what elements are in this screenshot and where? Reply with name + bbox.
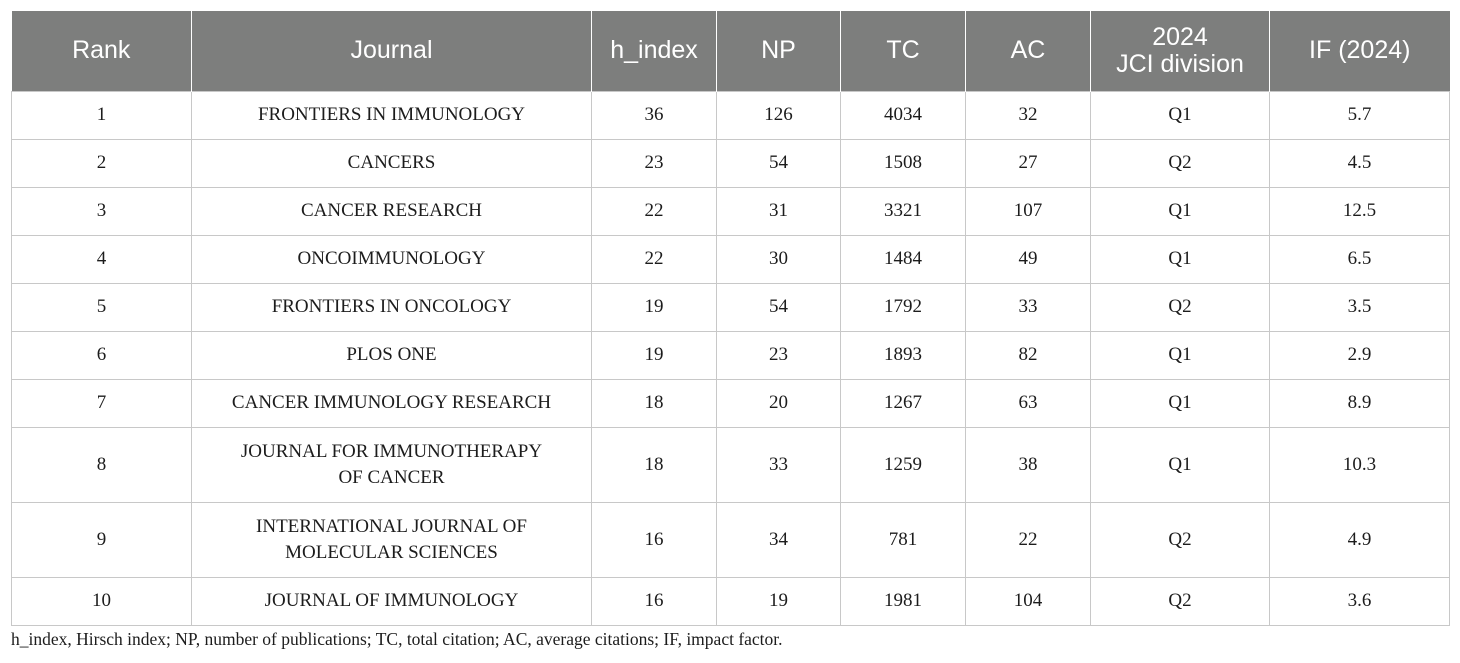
cell-h-index: 18 (592, 427, 717, 502)
cell-journal (192, 502, 592, 577)
cell-impact-factor: 6.5 (1270, 235, 1450, 283)
table-row (12, 379, 1450, 427)
cell-impact-factor: 3.6 (1270, 577, 1450, 625)
cell-journal: FRONTIERS IN IMMUNOLOGY (192, 91, 592, 139)
cell-journal (192, 427, 592, 502)
cell-ac: 104 (966, 577, 1091, 625)
table-row (12, 139, 1450, 187)
cell-journal: CANCERS (192, 139, 592, 187)
cell-impact-factor: 10.3 (1270, 427, 1450, 502)
cell-rank: 1 (12, 91, 192, 139)
header-jci-division-line2: JCI division (1116, 49, 1244, 78)
cell-impact-factor: 8.9 (1270, 379, 1450, 427)
cell-rank: 9 (12, 502, 192, 577)
cell-jci-division: Q2 (1091, 139, 1270, 187)
cell-h-index: 16 (592, 502, 717, 577)
table-row (12, 502, 1450, 577)
cell-np: 23 (717, 331, 841, 379)
table-row (12, 331, 1450, 379)
cell-jci-division: Q2 (1091, 502, 1270, 577)
cell-np: 19 (717, 577, 841, 625)
cell-rank: 7 (12, 379, 192, 427)
cell-tc: 4034 (841, 91, 966, 139)
cell-ac: 22 (966, 502, 1091, 577)
table-body (12, 91, 1450, 625)
cell-jci-division: Q1 (1091, 427, 1270, 502)
cell-tc: 1981 (841, 577, 966, 625)
table-row (12, 577, 1450, 625)
cell-np: 20 (717, 379, 841, 427)
cell-journal: ONCOIMMUNOLOGY (192, 235, 592, 283)
cell-jci-division: Q1 (1091, 235, 1270, 283)
header-journal: Journal (192, 11, 592, 91)
header-h-index: h_index (592, 11, 717, 91)
cell-jci-division: Q1 (1091, 187, 1270, 235)
cell-h-index: 18 (592, 379, 717, 427)
journal-name-line1: INTERNATIONAL JOURNAL OF (256, 515, 527, 537)
cell-rank: 8 (12, 427, 192, 502)
cell-jci-division: Q1 (1091, 379, 1270, 427)
cell-h-index: 19 (592, 283, 717, 331)
cell-np: 54 (717, 283, 841, 331)
cell-rank: 4 (12, 235, 192, 283)
cell-np: 30 (717, 235, 841, 283)
cell-h-index: 36 (592, 91, 717, 139)
table-row (12, 91, 1450, 139)
table-row (12, 283, 1450, 331)
cell-ac: 82 (966, 331, 1091, 379)
cell-tc: 1267 (841, 379, 966, 427)
cell-h-index: 22 (592, 187, 717, 235)
journal-name-line2: MOLECULAR SCIENCES (285, 541, 498, 563)
cell-rank: 3 (12, 187, 192, 235)
header-tc: TC (841, 11, 966, 91)
cell-journal: PLOS ONE (192, 331, 592, 379)
header-rank: Rank (12, 11, 192, 91)
cell-h-index: 22 (592, 235, 717, 283)
header-jci-division (1091, 11, 1270, 91)
header-row (12, 11, 1450, 91)
cell-ac: 32 (966, 91, 1091, 139)
cell-jci-division: Q1 (1091, 91, 1270, 139)
cell-np: 34 (717, 502, 841, 577)
cell-tc: 1484 (841, 235, 966, 283)
cell-rank: 6 (12, 331, 192, 379)
cell-tc: 3321 (841, 187, 966, 235)
cell-jci-division: Q2 (1091, 283, 1270, 331)
journal-name-line2: OF CANCER (338, 466, 445, 488)
cell-np: 33 (717, 427, 841, 502)
cell-impact-factor: 4.9 (1270, 502, 1450, 577)
cell-impact-factor: 5.7 (1270, 91, 1450, 139)
cell-impact-factor: 12.5 (1270, 187, 1450, 235)
header-jci-division-line1: 2024 (1152, 22, 1208, 51)
cell-tc: 1893 (841, 331, 966, 379)
cell-jci-division: Q1 (1091, 331, 1270, 379)
cell-h-index: 23 (592, 139, 717, 187)
cell-ac: 27 (966, 139, 1091, 187)
cell-ac: 107 (966, 187, 1091, 235)
journal-ranking-table (11, 11, 1450, 626)
cell-np: 54 (717, 139, 841, 187)
table-footnote: h_index, Hirsch index; NP, number of publications; TC, total citation; AC, average citations; IF, impact factor. (11, 629, 783, 649)
table-row (12, 427, 1450, 502)
cell-journal: JOURNAL OF IMMUNOLOGY (192, 577, 592, 625)
cell-np: 31 (717, 187, 841, 235)
table-row (12, 235, 1450, 283)
journal-table-container (11, 11, 1449, 626)
cell-ac: 33 (966, 283, 1091, 331)
cell-ac: 49 (966, 235, 1091, 283)
cell-rank: 5 (12, 283, 192, 331)
table-row (12, 187, 1450, 235)
cell-h-index: 16 (592, 577, 717, 625)
header-np: NP (717, 11, 841, 91)
cell-ac: 63 (966, 379, 1091, 427)
header-impact-factor: IF (2024) (1270, 11, 1450, 91)
cell-journal: CANCER RESEARCH (192, 187, 592, 235)
cell-journal: CANCER IMMUNOLOGY RESEARCH (192, 379, 592, 427)
journal-name-line1: JOURNAL FOR IMMUNOTHERAPY (240, 440, 543, 462)
table-header (12, 11, 1450, 91)
cell-rank: 2 (12, 139, 192, 187)
cell-rank: 10 (12, 577, 192, 625)
cell-ac: 38 (966, 427, 1091, 502)
cell-tc: 781 (841, 502, 966, 577)
cell-tc: 1792 (841, 283, 966, 331)
cell-impact-factor: 3.5 (1270, 283, 1450, 331)
cell-tc: 1259 (841, 427, 966, 502)
cell-impact-factor: 2.9 (1270, 331, 1450, 379)
cell-tc: 1508 (841, 139, 966, 187)
cell-journal: FRONTIERS IN ONCOLOGY (192, 283, 592, 331)
header-ac: AC (966, 11, 1091, 91)
cell-np: 126 (717, 91, 841, 139)
cell-impact-factor: 4.5 (1270, 139, 1450, 187)
cell-h-index: 19 (592, 331, 717, 379)
cell-jci-division: Q2 (1091, 577, 1270, 625)
